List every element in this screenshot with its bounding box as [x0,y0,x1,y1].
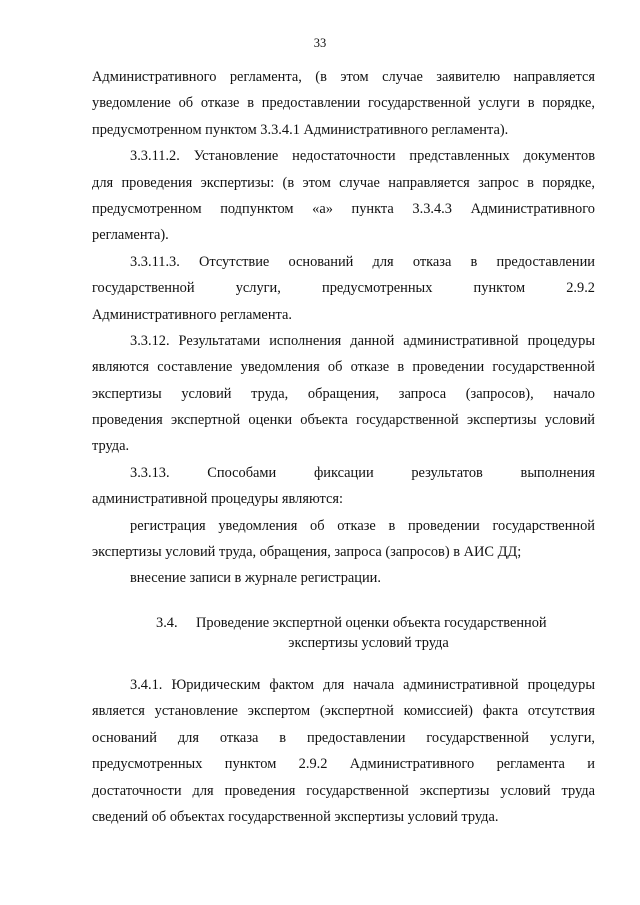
text-line: труда. [92,438,130,455]
text-line: оснований для отказа в предоставлении государственной услуги, [92,729,595,746]
section-heading [92,613,595,653]
text-line: является установление экспертом (экспертной комиссией) факта отсутствия [92,703,595,720]
text-line: государственной услуги, предусмотренных пунктом 2.9.2 [92,280,595,297]
body-text-block-1 [92,64,595,592]
text-line: 3.3.11.3. Отсутствие оснований для отказа в предоставлении [130,253,595,270]
text-line: 3.3.13. Способами фиксации результатов выполнения [130,464,595,481]
body-text-block-2 [92,672,595,830]
text-line: 3.3.12. Результатами исполнения данной административной процедуры [130,332,595,349]
text-line: регистрация уведомления об отказе в проведении государственной [130,517,595,534]
text-line: экспертизы условий труда, обращения, запроса (запросов) в АИС ДД; [92,544,522,561]
text-line: Административного регламента, (в этом случае заявителю направляется [92,69,595,85]
section-number: 3.4. [156,615,178,631]
section-title: Проведение экспертной оценки объекта государственной [196,615,547,631]
text-line: для проведения экспертизы: (в этом случае направляется запрос в порядке, [92,174,595,191]
text-line: Административного регламента. [92,306,292,323]
text-line: экспертизы условий труда, обращения, запроса (запросов), начало [92,385,595,402]
text-line: 3.3.11.2. Установление недостаточности представленных документов [130,148,595,165]
text-line: предусмотренном подпунктом «а» пункта 3.3.4.3 Административного [92,200,595,217]
section-heading-line-2: экспертизы условий труда [288,635,449,651]
text-line: сведений об объектах государственной экспертизы условий труда. [92,808,499,825]
text-line: 3.4.1. Юридическим фактом для начала административной процедуры [130,677,595,693]
text-line: внесение записи в журнале регистрации. [130,570,381,587]
text-line: являются составление уведомления об отказе в проведении государственной [92,359,595,376]
page-number: 33 [313,36,327,50]
text-line: уведомление об отказе в предоставлении государственной услуги в порядке, [92,95,595,112]
text-line: проведения экспертной оценки объекта государственной экспертизы условий [92,412,595,429]
text-line: регламента). [92,227,169,244]
text-line: предусмотренных пунктом 2.9.2 Административного регламента и [92,756,595,773]
text-line: предусмотренном пунктом 3.3.4.1 Административного регламента). [92,121,509,138]
section-heading-line-1 [92,613,595,633]
text-line: достаточности для проведения государственной экспертизы условий труда [92,782,595,799]
text-line: административной процедуры являются: [92,491,343,508]
